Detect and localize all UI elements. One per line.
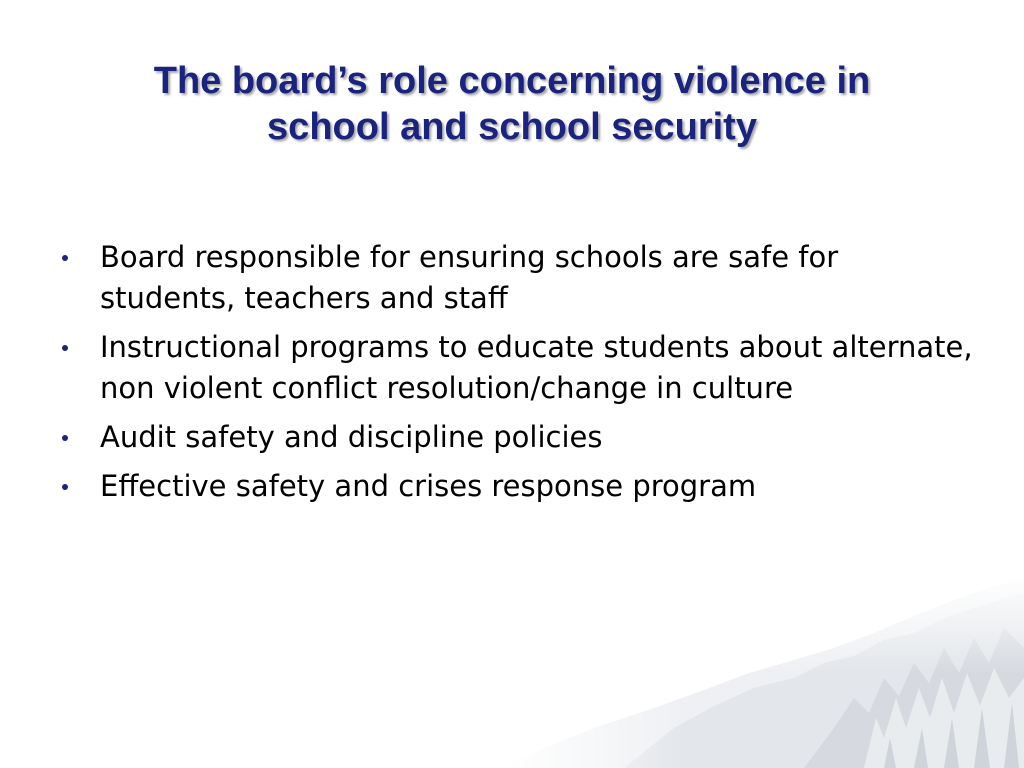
bullet-icon: [62, 484, 68, 490]
bullet-icon: [62, 435, 68, 441]
bullet-item: [62, 327, 982, 409]
bullet-text: Audit safety and discipline policies: [100, 420, 603, 454]
bullet-icon: [62, 345, 68, 351]
slide-title: The board’s role concerning violence in school and school security: [153, 60, 871, 148]
bullet-item: [62, 417, 982, 458]
mountain-decoration-icon: [504, 578, 1024, 768]
bullet-list: [62, 237, 982, 515]
bullet-text: Effective safety and crises response program: [100, 469, 757, 503]
bullet-item: [62, 466, 982, 507]
bullet-item: [62, 237, 982, 319]
bullet-text: Instructional programs to educate students about alternate, non violent conflict resolution/change in culture: [100, 330, 973, 405]
bullet-text: Board responsible for ensuring schools are safe for students, teachers and staff: [100, 240, 839, 315]
bullet-icon: [62, 255, 68, 261]
